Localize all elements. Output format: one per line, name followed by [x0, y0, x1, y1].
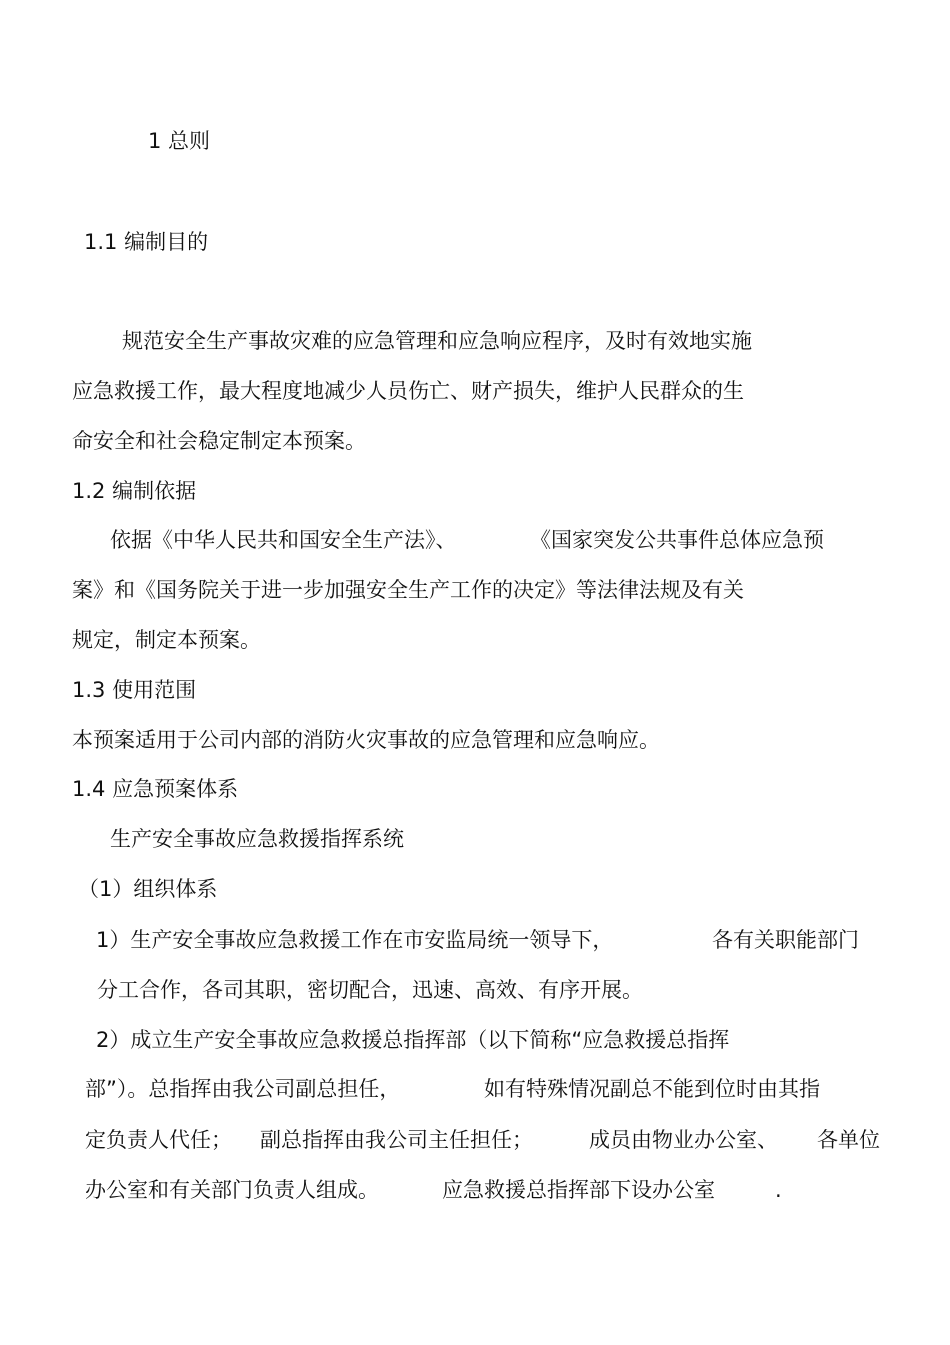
item2-line-3a: 定负责人代任；: [85, 1128, 232, 1152]
item1-line-2: 分工合作，各司其职，密切配合，迅速、高效、有序开展。: [97, 978, 643, 1002]
item2-line-3b: 副总指挥由我公司主任担任；: [260, 1128, 533, 1152]
basis-line-3: 规定，制定本预案。: [72, 628, 261, 652]
heading-1-1: 1.1 编制目的: [84, 230, 209, 254]
heading-1: 1 总则: [148, 129, 211, 153]
basis-line-1a: 依据《中华人民共和国安全生产法》、: [110, 528, 457, 552]
purpose-line-3: 命安全和社会稳定制定本预案。: [72, 429, 366, 453]
item2-line-4b: 应急救援总指挥部下设办公室: [442, 1178, 715, 1202]
item2-line-1: 2）成立生产安全事故应急救援总指挥部（以下简称“应急救援总指挥: [96, 1028, 730, 1052]
item2-line-2b: 如有特殊情况副总不能到位时由其指: [484, 1077, 820, 1101]
scope-text: 本预案适用于公司内部的消防火灾事故的应急管理和应急响应。: [72, 728, 660, 752]
item2-line-3c: 成员由物业办公室、: [589, 1128, 778, 1152]
system-title: 生产安全事故应急救援指挥系统: [110, 827, 404, 851]
basis-line-1b: 《国家突发公共事件总体应急预: [530, 528, 824, 552]
item1-line-1b: 各有关职能部门: [712, 928, 859, 952]
item1-line-1a: 1）生产安全事故应急救援工作在市安监局统一领导下，: [96, 928, 614, 952]
heading-1-2: 1.2 编制依据: [72, 479, 197, 503]
item2-line-2a: 部”）。总指挥由我公司副总担任，: [85, 1077, 401, 1101]
item2-line-3d: 各单位: [817, 1128, 880, 1152]
purpose-line-1: 规范安全生产事故灾难的应急管理和应急响应程序，及时有效地实施: [122, 329, 752, 353]
heading-1-3: 1.3 使用范围: [72, 678, 197, 702]
heading-1-4: 1.4 应急预案体系: [72, 777, 239, 801]
purpose-line-2: 应急救援工作，最大程度地减少人员伤亡、财产损失，维护人民群众的生: [72, 379, 744, 403]
item2-line-4a: 办公室和有关部门负责人组成。: [85, 1178, 379, 1202]
org-heading: （1）组织体系: [78, 877, 218, 901]
basis-line-2: 案》和《国务院关于进一步加强安全生产工作的决定》等法律法规及有关: [72, 578, 744, 602]
item2-line-4c: .: [775, 1178, 782, 1202]
